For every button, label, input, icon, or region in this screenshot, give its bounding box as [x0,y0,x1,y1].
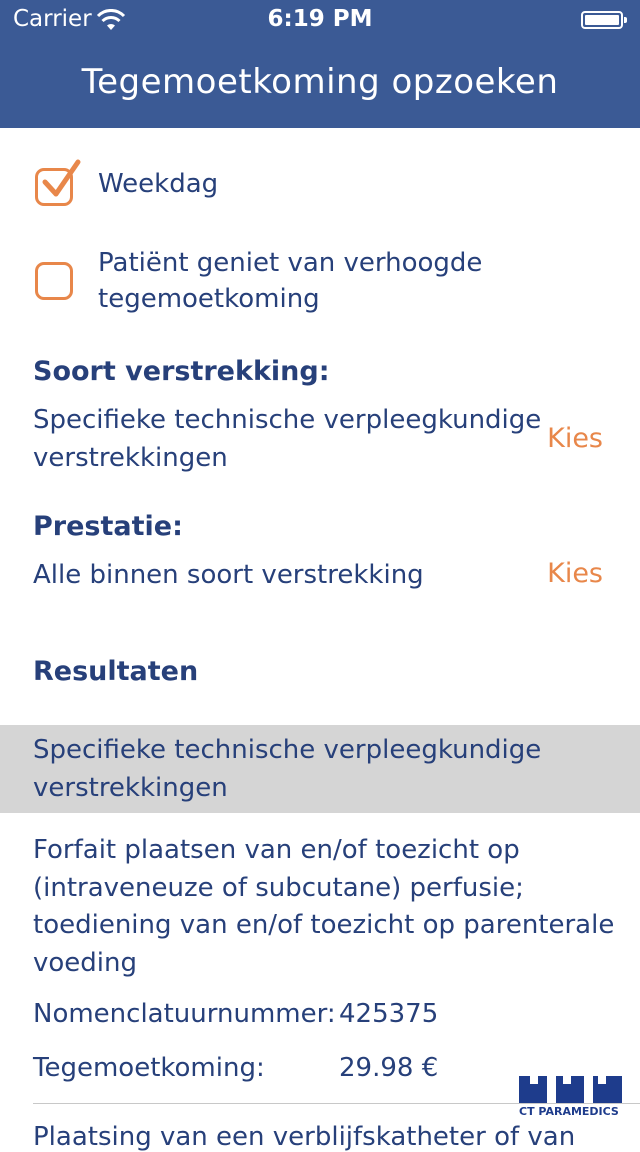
section-title-line: verstrekkingen [33,773,228,803]
prestatie-heading: Prestatie: [33,511,183,542]
result-description [33,832,623,982]
refund-label: Tegemoetkoming: [33,1053,265,1083]
nomenclature-value: 425375 [339,999,439,1029]
next-result-partial: Plaatsing van een verblijfskatheter of van [33,1122,576,1152]
logo-squares-icon [519,1076,623,1104]
navigation-bar [0,0,640,128]
section-title [33,731,623,807]
desc-line: (intraveneuze of subcutane) perfusie; [33,872,524,903]
soort-value [33,401,541,477]
value-line: Specifieke technische verpleegkundige [33,405,542,435]
results-heading: Resultaten [33,656,199,687]
increased-reimbursement-checkbox[interactable] [35,262,73,300]
carrier-label: Carrier [13,6,92,32]
refund-value: 29.98 € [339,1053,439,1083]
results-section-header [0,725,640,813]
battery-icon [581,11,623,29]
weekday-label[interactable]: Weekdag [98,169,219,199]
label-line: tegemoetkoming [98,284,320,314]
desc-line: Forfait plaatsen van en/of toezicht op [33,835,520,865]
value-line: verstrekkingen [33,443,228,473]
prestatie-choose-button[interactable]: Kies [547,558,603,589]
checkmark-icon [36,156,86,206]
status-bar [0,0,640,40]
section-title-line: Specifieke technische verpleegkundige [33,735,542,765]
logo-text: CT PARAMEDICS [519,1105,619,1118]
increased-reimbursement-label[interactable] [98,245,482,317]
nomenclature-label: Nomenclatuurnummer: [33,999,336,1029]
prestatie-value: Alle binnen soort verstrekking [33,560,424,590]
ct-paramedics-logo [519,1076,623,1120]
desc-line: toediening van en/of toezicht op parenterale [33,910,615,940]
clock: 6:19 PM [267,6,373,32]
weekday-checkbox[interactable] [35,168,73,206]
soort-choose-button[interactable]: Kies [547,423,603,454]
desc-line: voeding [33,947,137,978]
soort-heading: Soort verstrekking: [33,356,330,387]
page-title: Tegemoetkoming opzoeken [81,62,559,102]
label-line: Patiënt geniet van verhoogde [98,248,483,278]
